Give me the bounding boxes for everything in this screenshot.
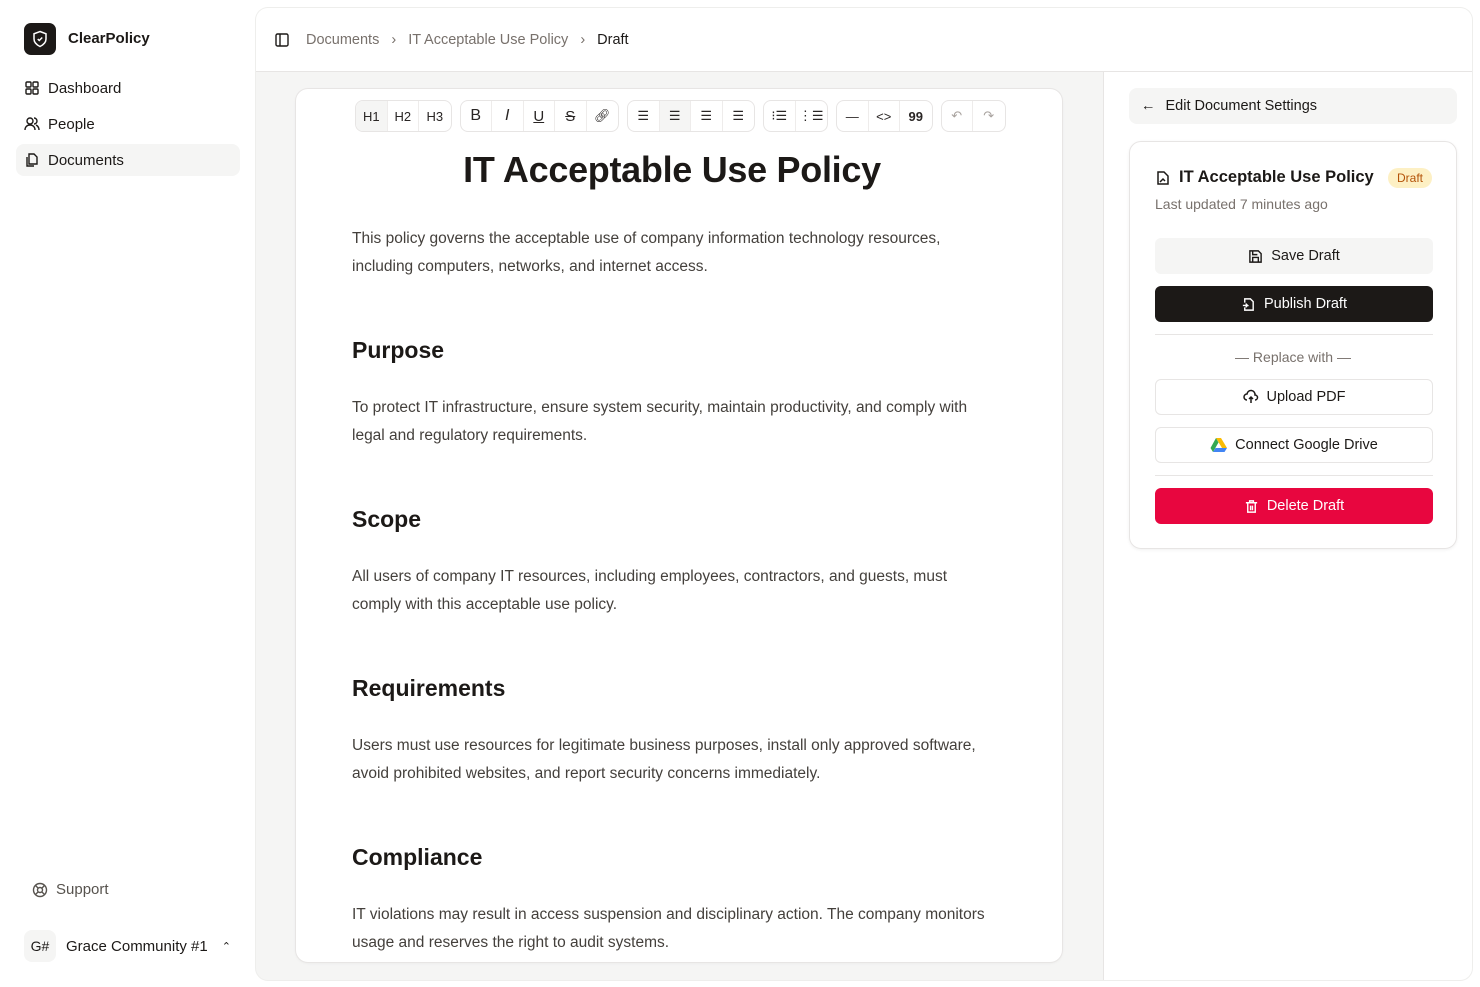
section-heading: Compliance (352, 844, 483, 870)
intro-paragraph: This policy governs the acceptable use of company information technology resources, including computers, networks, and internet access. (352, 230, 941, 275)
undo-icon[interactable]: ↶ (942, 101, 974, 131)
google-drive-icon (1210, 438, 1227, 453)
draft-card (1129, 141, 1457, 549)
trash-icon (1244, 499, 1259, 514)
main-panel (256, 8, 1472, 980)
sidebar-item-label: Dashboard (48, 79, 122, 97)
back-to-settings-button[interactable] (1129, 88, 1457, 124)
breadcrumb-current: Draft (597, 31, 629, 48)
document-content[interactable] (352, 149, 992, 957)
connect-google-drive-button[interactable] (1155, 427, 1433, 463)
document-editor[interactable] (296, 89, 1062, 962)
lifebuoy-icon (32, 882, 48, 898)
bullet-list-icon[interactable]: ⁝☰ (764, 101, 796, 131)
chevron-up-down-icon: ⌃ (221, 940, 231, 953)
breadcrumb-documents[interactable]: Documents (306, 31, 380, 48)
brand-name: ClearPolicy (68, 30, 150, 47)
save-label: Save Draft (1271, 248, 1340, 264)
sidebar (0, 0, 256, 987)
support-link[interactable] (32, 881, 109, 898)
section-body: IT violations may result in access suspension and disciplinary action. The company monitors usage and reserves the right to audit systems. (352, 906, 985, 951)
save-icon (1248, 249, 1263, 264)
align-right-icon[interactable]: ☰ (691, 101, 723, 131)
document-title: IT Acceptable Use Policy (463, 149, 881, 190)
breadcrumb-policy[interactable]: IT Acceptable Use Policy (408, 31, 569, 48)
section-heading: Scope (352, 506, 422, 532)
heading2-button[interactable]: H2 (388, 101, 420, 131)
org-name: Grace Community #1 (66, 937, 208, 955)
sidebar-item-label: Documents (48, 151, 124, 169)
card-title: IT Acceptable Use Policy (1179, 168, 1374, 186)
publish-draft-button[interactable] (1155, 286, 1433, 322)
quote-icon[interactable]: 99 (908, 108, 923, 124)
status-badge: Draft (1388, 168, 1432, 188)
strikethrough-icon[interactable]: S (555, 101, 587, 131)
file-publish-icon (1241, 297, 1256, 312)
sidebar-item-label: People (48, 115, 95, 133)
replace-with-label: — Replace with — (1235, 349, 1351, 365)
document-settings-panel (1103, 72, 1472, 980)
editor-toolbar (355, 100, 1006, 132)
support-label: Support (56, 881, 109, 898)
divider (1155, 475, 1433, 476)
link-icon[interactable]: 🔗︎ (593, 108, 611, 123)
gdrive-label: Connect Google Drive (1235, 437, 1378, 453)
heading3-button[interactable]: H3 (426, 108, 444, 124)
section-body: All users of company IT resources, including employees, contractors, and guests, must comply with this acceptable use policy. (352, 568, 948, 613)
align-justify-icon[interactable]: ☰ (732, 108, 745, 123)
upload-pdf-button[interactable] (1155, 379, 1433, 415)
divider (1155, 334, 1433, 335)
save-draft-button[interactable] (1155, 238, 1433, 274)
code-icon[interactable]: <> (869, 101, 901, 131)
file-signature-icon (1155, 170, 1171, 186)
heading1-button[interactable]: H1 (356, 101, 388, 131)
delete-label: Delete Draft (1266, 498, 1345, 514)
chevron-right-icon: › (580, 31, 586, 48)
italic-icon[interactable]: I (492, 101, 524, 131)
section-body: To protect IT infrastructure, ensure system security, maintain productivity, and comply with legal and regulatory requirements. (352, 399, 968, 444)
arrow-left-icon: ← (1141, 98, 1156, 114)
users-icon (24, 116, 40, 132)
redo-icon[interactable]: ↷ (983, 108, 995, 123)
shield-logo-icon (24, 23, 56, 55)
sidebar-item-people[interactable] (16, 108, 240, 140)
horizontal-rule-icon[interactable]: — (837, 101, 869, 131)
delete-draft-button[interactable] (1155, 488, 1433, 524)
ordered-list-icon[interactable]: ⋮☰ (798, 108, 824, 123)
chevron-right-icon: › (391, 31, 397, 48)
align-left-icon[interactable]: ☰ (628, 101, 660, 131)
section-heading: Purpose (352, 337, 445, 363)
sidebar-item-documents[interactable] (16, 144, 240, 176)
section-body: Users must use resources for legitimate business purposes, install only approved software, avoid prohibited websites, and report security concerns immediately. (352, 737, 976, 782)
back-label: Edit Document Settings (1165, 98, 1318, 114)
last-updated: Last updated 7 minutes ago (1155, 196, 1328, 212)
org-switcher[interactable] (24, 930, 231, 962)
section-heading: Requirements (352, 675, 506, 701)
sidebar-toggle-icon[interactable] (274, 32, 290, 48)
breadcrumb (256, 8, 1472, 72)
grid-icon (24, 80, 40, 96)
underline-icon[interactable]: U (524, 101, 556, 131)
sidebar-item-dashboard[interactable] (16, 72, 240, 104)
org-avatar: G# (24, 930, 56, 962)
align-center-icon[interactable]: ☰ (660, 101, 692, 131)
upload-label: Upload PDF (1266, 389, 1346, 405)
documents-icon (24, 152, 40, 168)
cloud-upload-icon (1243, 389, 1259, 405)
bold-icon[interactable]: B (461, 101, 493, 131)
publish-label: Publish Draft (1263, 296, 1347, 312)
